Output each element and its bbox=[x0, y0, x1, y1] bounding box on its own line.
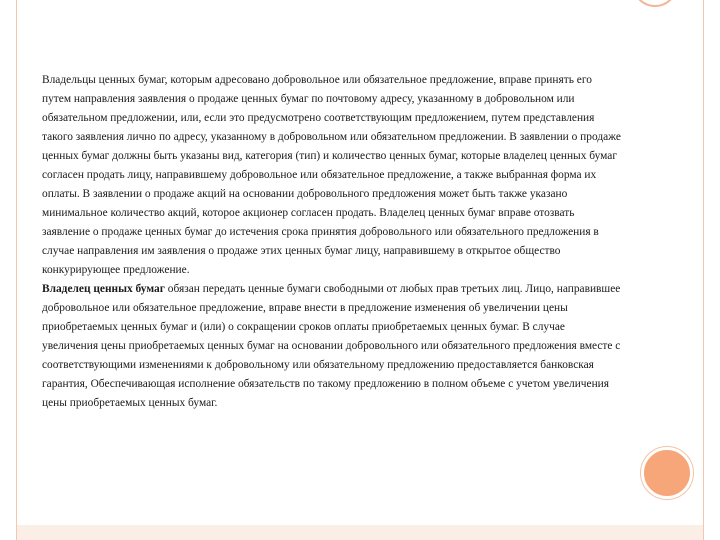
left-border-line bbox=[16, 0, 17, 540]
bottom-strip bbox=[17, 525, 703, 540]
paragraph-1: Владельцы ценных бумаг, которым адресовано добровольное или обязательное предложение, вправе принять его путем направления заявления о продаже ценных бумаг по почтовому адресу, указанному в добровольном или обязательном предложении, или, если это предусмотрено соответствующим предложением, путем представления такого заявления лично по адресу, указанному в добровольном или обязательном предложении. В заявлении о продаже ценных бумаг должны быть указаны вид, категория (тип) и количество ценных бумаг, которые владелец ценных бумаг согласен продать лицу, направившему добровольное или обязательное предложение, а также выбранная форма их оплаты. В заявлении о продаже акций на основании добровольного предложения может быть также указано минимальное количество акций, которое акционер согласен продать. Владелец ценных бумаг вправе отозвать заявление о продаже ценных бумаг до истечения срока принятия добровольного или обязательного предложения в случае направления им заявления о продаже этих ценных бумаг лицу, направившему в открытое общество конкурирующее предложение. bbox=[42, 74, 621, 276]
slide-body-text bbox=[42, 71, 622, 413]
decorative-circle-icon bbox=[641, 447, 693, 499]
paragraph-2 bbox=[42, 280, 622, 413]
right-border-line bbox=[703, 0, 704, 540]
paragraph-2-text: обязан передать ценные бумаги свободными от любых прав третьих лиц. Лицо, направившее добровольное или обязательное предложение, вправе внести в предложение изменения об увеличении цены приобретаемых ценных бумаг и (или) о сокращении сроков оплаты приобретаемых ценных бумаг. В случае увеличения цены приобретаемых ценных бумаг на основании добровольного или обязательного предложения вместе с соответствующими изменениями к добровольному или обязательному предложению предоставляется банковская гарантия, Обеспечивающая исполнение обязательств по такому предложению в полном объеме с учетом увеличения цены приобретаемых ценных бумаг. bbox=[42, 283, 621, 409]
paragraph-2-bold-lead: Владелец ценных бумаг bbox=[42, 283, 165, 295]
decorative-circle-top-icon bbox=[632, 0, 678, 7]
